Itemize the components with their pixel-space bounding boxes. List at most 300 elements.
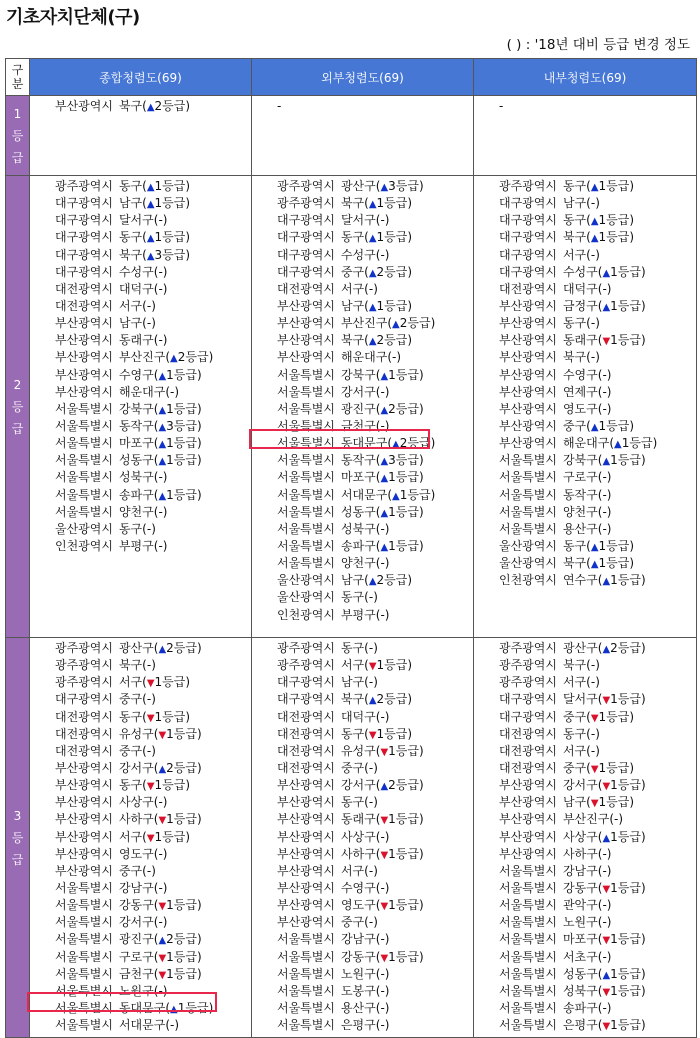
paren-open: ( [364, 641, 369, 655]
paren-open: ( [364, 675, 369, 690]
grade-change: 2등급 [388, 401, 419, 416]
paren-close: ) [595, 247, 600, 262]
paren-open: ( [597, 384, 603, 399]
city-name: 서울특별시 [499, 453, 557, 468]
paren-close: ) [640, 298, 646, 313]
paren-open: ( [364, 692, 369, 707]
triangle-up-icon: ▲ [602, 456, 611, 468]
paren-open: ( [153, 966, 159, 981]
paren-close: ) [606, 487, 612, 502]
grade-change: 1등급 [376, 230, 408, 245]
district-name: 연제구 [562, 384, 598, 399]
list-item [55, 504, 251, 521]
grade-change: 2등급 [166, 760, 197, 775]
grade-change: - [590, 743, 596, 758]
district-name: 강북구 [118, 401, 154, 416]
paren-open: ( [375, 880, 381, 895]
paren-open: ( [597, 453, 603, 468]
paren-close: ) [618, 812, 624, 827]
paren-open: ( [153, 213, 159, 228]
city-name: 부산광역시 [499, 418, 557, 433]
grade-change: 1등급 [376, 196, 408, 211]
paren-close: ) [407, 333, 413, 348]
list-item [499, 487, 696, 504]
paren-close: ) [373, 590, 378, 605]
district-name: 동구 [118, 778, 143, 793]
paren-open: ( [153, 880, 159, 895]
grade-change: - [380, 213, 385, 228]
list-item [499, 846, 696, 863]
district-name: 동구 [340, 795, 365, 810]
city-name: 부산광역시 [499, 384, 557, 399]
grade-change: 1등급 [376, 658, 408, 673]
paren-open: ( [375, 247, 381, 262]
paren-open: ( [165, 350, 171, 365]
triangle-down-icon: ▼ [602, 781, 611, 793]
grade-change: 2등급 [388, 778, 419, 793]
paren-close: ) [407, 726, 413, 741]
district-name: 서구 [340, 281, 365, 296]
list-item [499, 538, 696, 555]
paren-open: ( [375, 898, 381, 913]
list-item [277, 367, 473, 384]
grade-change: - [146, 521, 152, 536]
city-name: 부산광역시 [55, 795, 113, 810]
city-name: 울산광역시 [499, 538, 557, 553]
list-item [277, 332, 473, 349]
list-item [55, 897, 251, 914]
grade-change: 1등급 [388, 743, 419, 758]
list-item [55, 178, 251, 195]
city-name: 부산광역시 [55, 316, 113, 331]
city-name: 서울특별시 [499, 966, 557, 981]
paren-close: ) [151, 692, 156, 707]
district-name: 동구 [118, 230, 143, 245]
city-name: 광주광역시 [55, 658, 113, 673]
paren-close: ) [640, 932, 646, 947]
paren-open: ( [142, 743, 147, 758]
city-name: 대전광역시 [55, 709, 113, 724]
list-item [55, 487, 251, 504]
grade-change: 2등급 [399, 436, 431, 451]
district-name: 달서구 [340, 213, 376, 228]
list-item [499, 640, 696, 657]
highlight-box-overall-dongdaemun [27, 992, 217, 1012]
triangle-up-icon: ▲ [380, 781, 389, 793]
paren-open: ( [142, 675, 147, 690]
paren-close: ) [418, 470, 424, 485]
triangle-up-icon: ▲ [392, 439, 400, 451]
city-name: 대전광역시 [277, 760, 335, 775]
paren-open: ( [387, 350, 393, 365]
paren-open: ( [153, 367, 159, 382]
paren-close: ) [162, 846, 168, 861]
city-name: 서울특별시 [277, 401, 335, 416]
list-item [277, 178, 473, 195]
paren-close: ) [629, 709, 635, 724]
grade-change: 1등급 [399, 487, 431, 502]
grade-change: 1등급 [621, 436, 653, 451]
paren-close: ) [196, 726, 202, 741]
district-name: 서구 [562, 675, 587, 690]
page-title: 기초자치단체(구) [6, 7, 140, 28]
paren-open: ( [597, 949, 603, 964]
grade-change: 3등급 [154, 247, 186, 262]
triangle-down-icon: ▼ [380, 901, 389, 913]
district-name: 사하구 [562, 846, 598, 861]
city-name: 서울특별시 [55, 401, 113, 416]
triangle-down-icon: ▼ [146, 781, 155, 793]
paren-open: ( [586, 658, 591, 673]
list-item [277, 897, 473, 914]
paren-open: ( [387, 487, 393, 502]
city-name: 서울특별시 [55, 436, 113, 451]
district-name: 영도구 [562, 401, 598, 416]
district-name: 해운대구 [340, 350, 388, 365]
paren-close: ) [151, 863, 156, 878]
triangle-down-icon: ▼ [602, 336, 611, 348]
city-name: 광주광역시 [499, 675, 557, 690]
district-name: 동대문구 [340, 436, 388, 451]
city-name: 부산광역시 [277, 350, 335, 365]
paren-open: ( [375, 384, 381, 399]
paren-open: ( [597, 367, 603, 382]
grade-change: - [368, 281, 374, 296]
district-name: 동구 [562, 213, 587, 228]
grade-change: - [368, 760, 374, 775]
list-item [277, 589, 473, 606]
paren-close: ) [384, 966, 390, 981]
paren-open: ( [597, 692, 603, 707]
paren-open: ( [375, 709, 381, 724]
paren-close: ) [196, 949, 202, 964]
city-name: 서울특별시 [277, 384, 335, 399]
paren-open: ( [364, 281, 369, 296]
paren-open: ( [597, 1000, 603, 1015]
grade-change: 2등급 [166, 932, 197, 947]
triangle-up-icon: ▲ [146, 233, 155, 245]
paren-open: ( [597, 504, 603, 519]
district-name: 구로구 [118, 949, 154, 964]
district-name: 광산구 [340, 179, 376, 193]
paren-open: ( [364, 298, 369, 313]
city-name: 대전광역시 [55, 726, 113, 741]
overall-cell [30, 638, 252, 1038]
grade-change: - [590, 196, 596, 211]
overall-cell [30, 176, 252, 638]
paren-open: ( [375, 949, 381, 964]
paren-close: ) [384, 983, 390, 998]
grade-change: - [158, 880, 163, 895]
district-name: 양천구 [562, 504, 598, 519]
grade-label-char: 급 [11, 421, 24, 436]
grade-change: 2등급 [399, 316, 431, 331]
list-item [277, 469, 473, 486]
triangle-up-icon: ▲ [368, 199, 377, 211]
list-item [277, 794, 473, 811]
paren-open: ( [153, 949, 159, 964]
paren-open: ( [153, 795, 159, 810]
city-name: 대구광역시 [499, 230, 557, 245]
paren-open: ( [375, 367, 381, 382]
district-name: 부산진구 [118, 350, 166, 365]
paren-open: ( [597, 829, 603, 844]
paren-close: ) [196, 401, 202, 416]
paren-open: ( [165, 1018, 171, 1033]
paren-close: ) [407, 196, 413, 211]
district-name: 강남구 [562, 863, 598, 878]
city-name: 부산광역시 [499, 778, 557, 793]
paren-open: ( [375, 213, 381, 228]
paren-open: ( [153, 436, 159, 451]
list-item [277, 811, 473, 828]
paren-close: ) [384, 521, 390, 536]
paren-open: ( [364, 590, 369, 605]
paren-open: ( [375, 812, 381, 827]
grade-change: 1등급 [166, 966, 197, 981]
paren-open: ( [364, 915, 369, 930]
grade-change: 1등급 [610, 983, 641, 998]
city-name: 부산광역시 [499, 367, 557, 382]
list-item [55, 760, 251, 777]
district-name: 동래구 [118, 333, 154, 348]
city-name: 서울특별시 [277, 470, 335, 485]
city-name: 대전광역시 [55, 281, 113, 296]
paren-open: ( [375, 504, 381, 519]
district-name: 해운대구 [118, 384, 166, 399]
city-name: 부산광역시 [499, 401, 557, 416]
grade-change: - [602, 1000, 607, 1015]
grade-change: 1등급 [610, 778, 641, 793]
city-name: - [499, 99, 504, 113]
list-item [499, 212, 696, 229]
grade-change: - [146, 658, 152, 673]
city-name: 부산광역시 [55, 99, 113, 113]
paren-open: ( [586, 760, 591, 775]
list-item [55, 863, 251, 880]
paren-close: ) [373, 795, 378, 810]
paren-open: ( [586, 316, 591, 331]
city-name: 대전광역시 [277, 709, 335, 724]
district-name: 서구 [340, 863, 365, 878]
paren-close: ) [418, 812, 424, 827]
city-name: 서울특별시 [499, 915, 557, 930]
district-name: 강동구 [340, 949, 376, 964]
city-name: 광주광역시 [55, 675, 113, 690]
city-name: 대전광역시 [499, 726, 557, 741]
grade-change: - [590, 726, 596, 741]
triangle-up-icon: ▲ [368, 301, 377, 313]
district-name: 용산구 [562, 521, 598, 536]
grade-change: 1등급 [154, 709, 186, 724]
city-name: 서울특별시 [55, 487, 113, 502]
grade-change: - [590, 350, 596, 365]
grade-change: - [380, 829, 385, 844]
paren-close: ) [640, 264, 646, 279]
paren-close: ) [185, 778, 191, 793]
city-name: 대구광역시 [499, 247, 557, 262]
list-item [277, 555, 473, 572]
city-name: 광주광역시 [277, 196, 335, 211]
list-item [499, 332, 696, 349]
city-name: 서울특별시 [277, 453, 335, 468]
triangle-up-icon: ▲ [602, 969, 611, 981]
paren-close: ) [595, 316, 600, 331]
paren-close: ) [640, 333, 646, 348]
city-name: 부산광역시 [499, 436, 557, 451]
list-item [277, 880, 473, 897]
paren-close: ) [208, 1000, 214, 1015]
triangle-up-icon: ▲ [590, 421, 599, 433]
triangle-up-icon: ▲ [380, 507, 389, 519]
grade-change: 1등급 [598, 760, 630, 775]
paren-close: ) [373, 675, 378, 690]
paren-open: ( [586, 538, 591, 553]
paren-close: ) [606, 367, 612, 382]
triangle-up-icon: ▲ [380, 182, 389, 193]
district-name: 사상구 [562, 829, 598, 844]
grade-change: - [380, 607, 385, 622]
city-name: 서울특별시 [277, 983, 335, 998]
grade-change: 1등급 [388, 949, 419, 964]
city-name: 부산광역시 [277, 915, 335, 930]
city-name: 부산광역시 [499, 316, 557, 331]
city-name: 대구광역시 [499, 196, 557, 211]
grade-change: 1등급 [166, 401, 197, 416]
triangle-up-icon: ▲ [590, 182, 599, 193]
paren-close: ) [430, 436, 436, 451]
paren-close: ) [162, 795, 168, 810]
grade-change: 1등급 [166, 812, 197, 827]
paren-close: ) [384, 932, 390, 947]
district-name: 부평구 [118, 538, 154, 553]
list-item [277, 607, 473, 624]
city-name: 부산광역시 [55, 778, 113, 793]
city-name: 서울특별시 [55, 418, 113, 433]
paren-open: ( [586, 418, 591, 433]
district-name: 은평구 [562, 1018, 598, 1033]
city-name: 부산광역시 [499, 333, 557, 348]
paren-open: ( [153, 504, 159, 519]
city-name: 서울특별시 [499, 487, 557, 502]
city-name: 대구광역시 [55, 230, 113, 245]
paren-open: ( [153, 898, 159, 913]
list-item [277, 949, 473, 966]
paren-close: ) [595, 726, 600, 741]
list-item [55, 811, 251, 828]
paren-close: ) [430, 316, 436, 331]
grade-change: - [158, 504, 163, 519]
city-name: 대전광역시 [277, 726, 335, 741]
list-item [55, 538, 251, 555]
paren-close: ) [373, 760, 378, 775]
grade-label-char: 등 [11, 128, 24, 143]
paren-open: ( [597, 298, 603, 313]
list-item [277, 709, 473, 726]
city-name: 부산광역시 [277, 333, 335, 348]
list-item [277, 401, 473, 418]
paren-close: ) [162, 915, 168, 930]
paren-close: ) [196, 487, 202, 502]
grade-label [6, 638, 30, 1038]
district-name: 노원구 [562, 915, 598, 930]
paren-close: ) [629, 179, 635, 193]
district-name: 동래구 [340, 812, 376, 827]
city-name: 대구광역시 [55, 213, 113, 228]
paren-close: ) [629, 760, 635, 775]
list-item [277, 914, 473, 931]
paren-close: ) [384, 247, 390, 262]
list-item [55, 435, 251, 452]
paren-open: ( [142, 658, 147, 673]
paren-open: ( [153, 983, 159, 998]
list-item [499, 1000, 696, 1017]
paren-close: ) [162, 264, 168, 279]
grade-change: 1등급 [610, 829, 641, 844]
paren-open: ( [375, 453, 381, 468]
list-item [55, 880, 251, 897]
list-item [55, 401, 251, 418]
grade-change: 1등급 [388, 470, 419, 485]
district-name: 해운대구 [562, 436, 610, 451]
district-name: 성북구 [118, 470, 154, 485]
grade-change: 1등급 [154, 829, 186, 844]
list-item [277, 983, 473, 1000]
grade-change: 1등급 [610, 264, 641, 279]
triangle-down-icon: ▼ [602, 1021, 611, 1033]
grade-label-char: 급 [11, 150, 24, 165]
list-item [55, 709, 251, 726]
grade-change: - [146, 298, 152, 313]
grade-label [6, 176, 30, 638]
district-name: 유성구 [118, 726, 154, 741]
paren-close: ) [606, 915, 612, 930]
district-name: 송파구 [340, 538, 376, 553]
city-name: 서울특별시 [499, 863, 557, 878]
grade-change: - [158, 281, 163, 296]
triangle-up-icon: ▲ [602, 644, 611, 655]
grade-change: 1등급 [610, 880, 641, 895]
paren-open: ( [586, 709, 591, 724]
paren-close: ) [595, 675, 600, 690]
triangle-up-icon: ▲ [380, 404, 389, 416]
city-name: 서울특별시 [499, 932, 557, 947]
district-name: 동구 [118, 521, 143, 536]
paren-close: ) [196, 436, 202, 451]
external-cell [252, 176, 474, 638]
district-name: 성동구 [340, 504, 376, 519]
grade-change: - [602, 504, 607, 519]
paren-close: ) [185, 709, 191, 724]
paren-open: ( [153, 401, 159, 416]
city-name: 울산광역시 [499, 556, 557, 571]
city-name: 부산광역시 [277, 795, 335, 810]
paren-open: ( [142, 247, 147, 262]
list-item [55, 315, 251, 332]
district-name: 구로구 [562, 470, 598, 485]
grade-change: - [146, 743, 152, 758]
paren-close: ) [640, 966, 646, 981]
list-item [277, 966, 473, 983]
paren-close: ) [418, 949, 424, 964]
list-item [499, 384, 696, 401]
triangle-up-icon: ▲ [146, 199, 155, 211]
paren-open: ( [597, 573, 603, 588]
paren-open: ( [153, 453, 159, 468]
grade-change: - [602, 846, 607, 861]
paren-open: ( [142, 298, 147, 313]
list-item [55, 691, 251, 708]
